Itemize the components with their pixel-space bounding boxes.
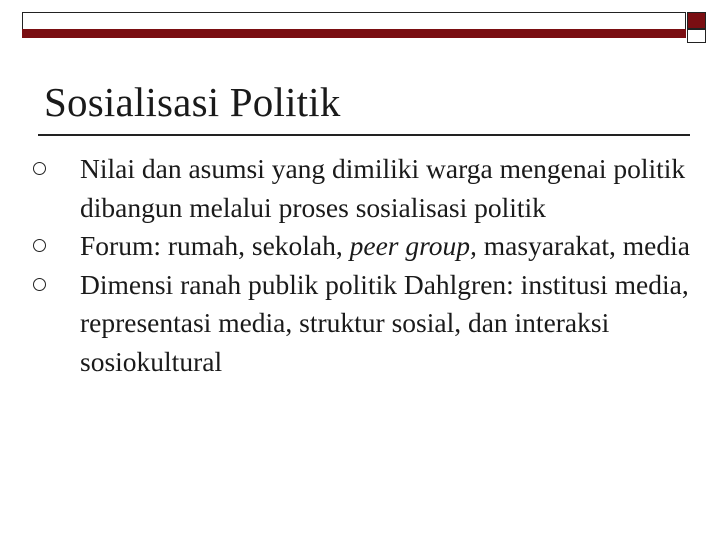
corner-accent-square <box>687 12 706 29</box>
slide-title: Sosialisasi Politik <box>44 79 341 125</box>
top-accent-stripe <box>22 29 686 38</box>
hollow-circle-bullet-icon <box>33 239 46 252</box>
bullet-text-1: Nilai dan asumsi yang dimiliki warga mengenai politik dibangun melalui proses sosialisasi politik <box>80 153 686 223</box>
bullet-item-2 <box>80 227 710 266</box>
bullet-list <box>80 150 710 381</box>
bullet-text-2-end: masyarakat, media <box>476 230 690 261</box>
bullet-item-1 <box>80 150 710 227</box>
hollow-circle-bullet-icon <box>33 162 46 175</box>
title-divider <box>38 134 690 136</box>
bullet-text-2-start: Forum: rumah, sekolah, <box>80 230 350 261</box>
bullet-item-3 <box>80 266 710 382</box>
corner-outline-square <box>687 29 706 43</box>
hollow-circle-bullet-icon <box>33 278 46 291</box>
bullet-text-3: Dimensi ranah publik politik Dahlgren: institusi media, representasi media, struktur sosial, dan interaksi sosiokultural <box>80 268 689 377</box>
bullet-text-2-italic: peer group, <box>349 230 477 261</box>
